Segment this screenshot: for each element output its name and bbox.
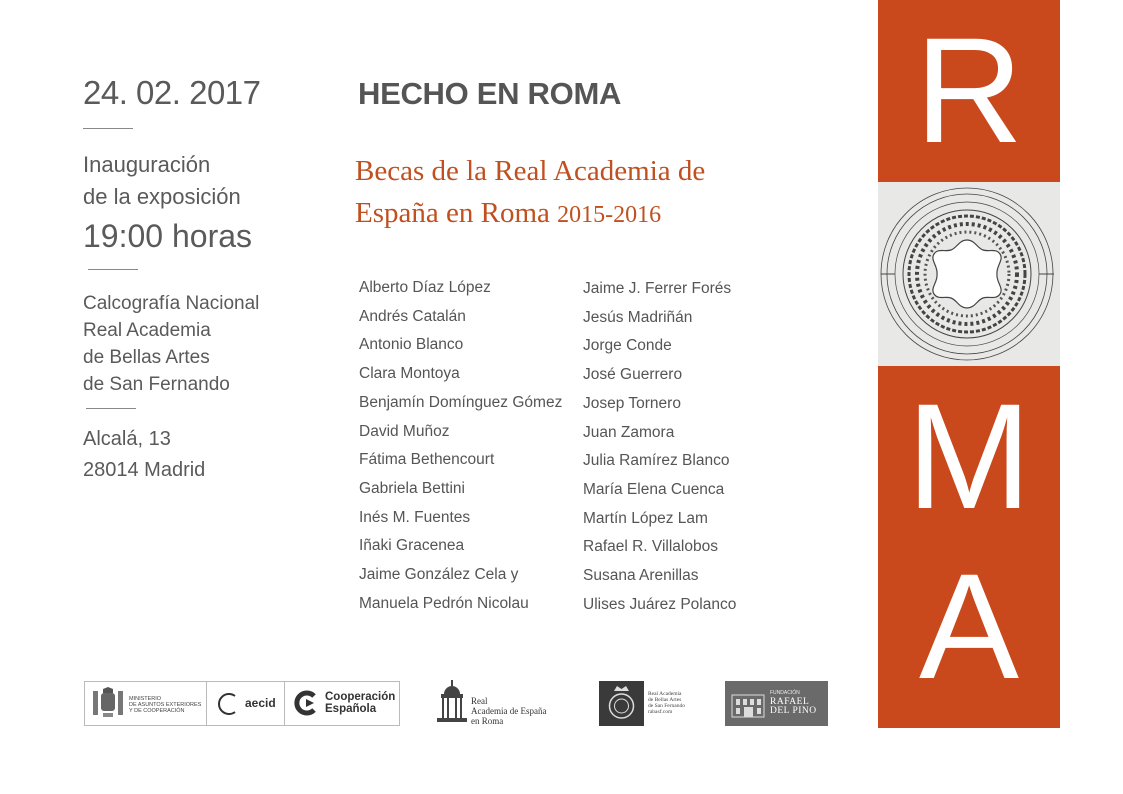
ministerio-line: Y DE COOPERACIÓN <box>129 708 185 714</box>
venue-line: Calcografía Nacional <box>83 293 260 314</box>
band-letter-m: M <box>906 372 1032 540</box>
list-item: Susana Arenillas <box>583 567 699 585</box>
inauguration-line2: de la exposición <box>83 184 241 209</box>
list-item: Rafael R. Villalobos <box>583 538 718 556</box>
divider <box>284 682 285 725</box>
list-item: Clara Montoya <box>359 365 460 383</box>
sanfernando-text <box>648 691 685 715</box>
inauguration-text <box>83 149 241 213</box>
venue-block <box>83 290 259 398</box>
artist-list-1 <box>359 274 562 618</box>
band-letter-r: R <box>914 6 1024 174</box>
list-item: Jaime J. Ferrer Forés <box>583 280 732 297</box>
dome-plan-image <box>878 182 1060 366</box>
list-item: Gabriela Bettini <box>359 479 465 497</box>
address-block <box>83 424 205 486</box>
list-item: Jorge Conde <box>583 337 672 355</box>
fundacion-small: FUNDACIÓN <box>770 690 800 696</box>
subtitle-line1: Becas de la Real Academia de <box>355 155 706 187</box>
list-item: Benjamín Domínguez Gómez <box>359 393 563 411</box>
list-item: Juan Zamora <box>583 423 675 441</box>
subtitle-years: 2015-2016 <box>557 202 662 228</box>
dome-plan-icon <box>878 182 1060 366</box>
list-item: Alberto Díaz López <box>359 279 491 296</box>
logo-fundacion-rafael-del-pino <box>725 681 828 726</box>
list-item: Inés M. Fuentes <box>359 508 471 526</box>
academia-text <box>471 696 546 726</box>
venue-line: de Bellas Artes <box>83 347 210 368</box>
cooperacion-icon <box>292 689 320 717</box>
list-item: Martín López Lam <box>583 509 708 527</box>
list-item: Jaime González Cela y <box>359 566 519 584</box>
sanfernando-line: de San Fernando <box>648 703 685 709</box>
logo-san-fernando <box>599 681 691 726</box>
logo-academia-roma <box>435 676 570 726</box>
coat-of-arms-icon <box>91 687 125 720</box>
list-item: Andrés Catalán <box>359 307 466 325</box>
subtitle-line2: España en Roma <box>355 197 550 229</box>
royal-seal-icon <box>599 681 644 726</box>
aecid-label: aecid <box>245 696 276 710</box>
ministerio-line: MINISTERIO <box>129 696 162 702</box>
list-item: David Muñoz <box>359 422 450 440</box>
list-item: Manuela Pedrón Nicolau <box>359 594 529 612</box>
sanfernando-line: rabasf.com <box>648 709 673 715</box>
divider <box>206 682 207 725</box>
cooperacion-label <box>325 691 395 715</box>
fundacion-line1: RAFAEL <box>770 697 810 707</box>
inauguration-line1: Inauguración <box>83 152 211 177</box>
cooperacion-line2: Española <box>325 703 377 715</box>
ministerio-text <box>129 696 205 714</box>
band-letter-a: A <box>918 542 1020 710</box>
logo-group-ministerio <box>84 681 400 726</box>
ministerio-line: DE ASUNTOS EXTERIORES <box>129 702 202 708</box>
list-item: Fátima Bethencourt <box>359 451 495 469</box>
venue-line: Real Academia <box>83 320 211 341</box>
event-date: 24. 02. 2017 <box>83 74 261 111</box>
fundacion-building-icon <box>730 689 766 719</box>
list-item: Iñaki Gracenea <box>359 537 465 555</box>
divider <box>88 269 138 270</box>
academia-line: en Roma <box>471 716 504 726</box>
list-item: Josep Tornero <box>583 394 681 412</box>
seal-box <box>599 681 644 726</box>
divider <box>86 408 136 409</box>
band-block-ma <box>878 366 1060 728</box>
academy-building-icon <box>435 676 469 726</box>
fundacion-text <box>770 698 817 716</box>
address-line: Alcalá, 13 <box>83 428 171 450</box>
fundacion-line2: DEL PINO <box>770 706 817 716</box>
list-item: Ulises Juárez Polanco <box>583 595 737 613</box>
list-item: María Elena Cuenca <box>583 480 725 498</box>
artist-list-2 <box>583 275 736 619</box>
list-item: Julia Ramírez Blanco <box>583 452 730 470</box>
venue-line: de San Fernando <box>83 374 230 395</box>
sanfernando-line: de Bellas Artes <box>648 697 682 703</box>
exhibition-subtitle <box>355 150 795 236</box>
exhibition-title: HECHO EN ROMA <box>358 76 622 111</box>
cooperacion-line1: Cooperación <box>325 691 396 703</box>
list-item: José Guerrero <box>583 366 683 384</box>
divider <box>83 128 133 129</box>
list-item: Jesús Madriñán <box>583 308 693 326</box>
band-block-r <box>878 0 1060 182</box>
academia-line: Real <box>471 696 488 706</box>
academia-line: Academia de España <box>471 706 547 716</box>
list-item: Antonio Blanco <box>359 336 464 354</box>
address-line: 28014 Madrid <box>83 459 206 481</box>
sanfernando-line: Real Academia <box>648 691 682 697</box>
event-time: 19:00 horas <box>83 218 253 254</box>
aecid-icon <box>215 691 241 717</box>
